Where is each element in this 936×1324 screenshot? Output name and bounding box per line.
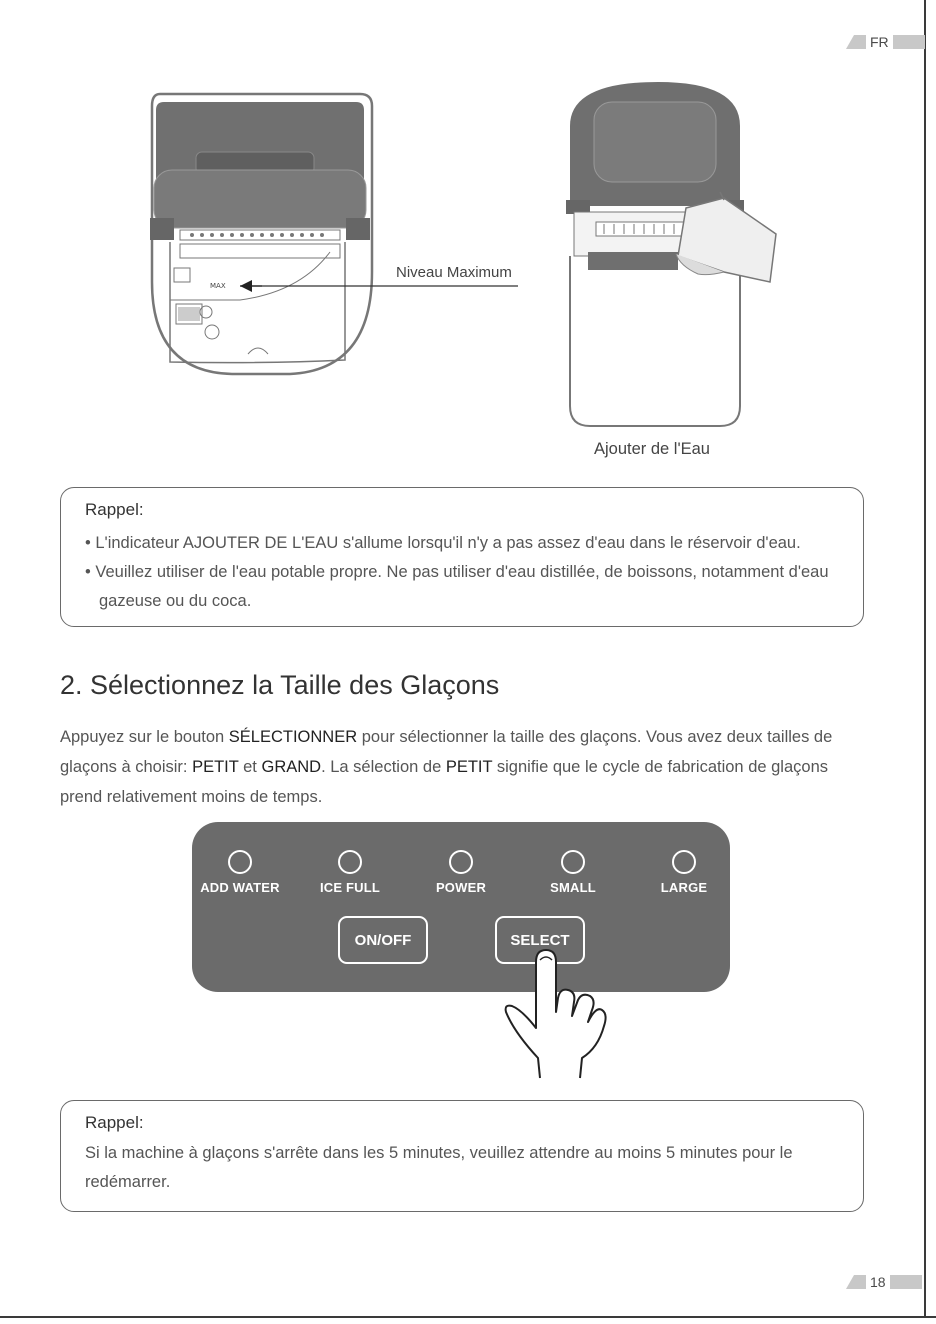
page-bottom-line xyxy=(0,1316,936,1318)
indicator-light-icon xyxy=(228,850,252,874)
reminder-bullet-2: • Veuillez utiliser de l'eau potable propre. Ne pas utiliser d'eau distillée, de boissons, notamment d'eau gazeuse ou du coca. xyxy=(85,563,829,610)
pointing-hand-icon xyxy=(500,940,620,1080)
reminder-title: Rappel: xyxy=(85,500,144,519)
control-panel xyxy=(192,822,730,992)
add-water-caption: Ajouter de l'Eau xyxy=(594,440,710,458)
reminder-title: Rappel: xyxy=(85,1113,144,1132)
keyword-small: PETIT xyxy=(192,758,239,776)
indicator-ice-full: ICE FULL xyxy=(300,850,400,895)
select-button[interactable]: SELECT xyxy=(495,916,585,964)
reminder-box-1 xyxy=(60,487,864,627)
keyword-small-2: PETIT xyxy=(445,758,493,776)
indicator-power: POWER xyxy=(411,850,511,895)
max-level-pointer-line xyxy=(250,280,520,294)
keyword-select: SÉLECTIONNER xyxy=(228,728,358,746)
max-level-label: Niveau Maximum xyxy=(396,264,512,281)
indicator-light-icon xyxy=(672,850,696,874)
indicator-add-water: ADD WATER xyxy=(190,850,290,895)
keyword-large: GRAND xyxy=(261,758,322,776)
reminder-box-2 xyxy=(60,1100,864,1212)
language-tab xyxy=(846,34,925,50)
indicator-light-icon xyxy=(561,850,585,874)
indicator-light-icon xyxy=(338,850,362,874)
page-edge-line xyxy=(924,0,926,1316)
indicator-small: SMALL xyxy=(523,850,623,895)
reminder-bullet-1: • L'indicateur AJOUTER DE L'EAU s'allume lorsqu'il n'y a pas assez d'eau dans le réservoir d'eau. xyxy=(85,534,801,552)
ice-maker-top-view-illustration xyxy=(140,92,380,382)
svg-text:MAX: MAX xyxy=(210,282,226,290)
on-off-button[interactable]: ON/OFF xyxy=(338,916,428,964)
language-code: FR xyxy=(870,34,889,50)
section-title: 2. Sélectionnez la Taille des Glaçons xyxy=(60,670,500,700)
section-body-text: Appuyez sur le bouton SÉLECTIONNER pour sélectionner la taille des glaçons. Vous avez deux tailles de glaçons à choisir: PETIT et GRAND. La sélection de PETIT signifie que le cycle de fabrication de glaçons prend relativement moins de temps. xyxy=(60,728,833,806)
indicator-light-icon xyxy=(449,850,473,874)
indicator-large: LARGE xyxy=(634,850,734,895)
page-number-tab xyxy=(846,1274,922,1290)
page-number: 18 xyxy=(870,1274,886,1290)
reminder-text: Si la machine à glaçons s'arrête dans les 5 minutes, veuillez attendre au moins 5 minutes pour le redémarrer. xyxy=(85,1144,793,1191)
add-water-illustration xyxy=(548,76,788,430)
